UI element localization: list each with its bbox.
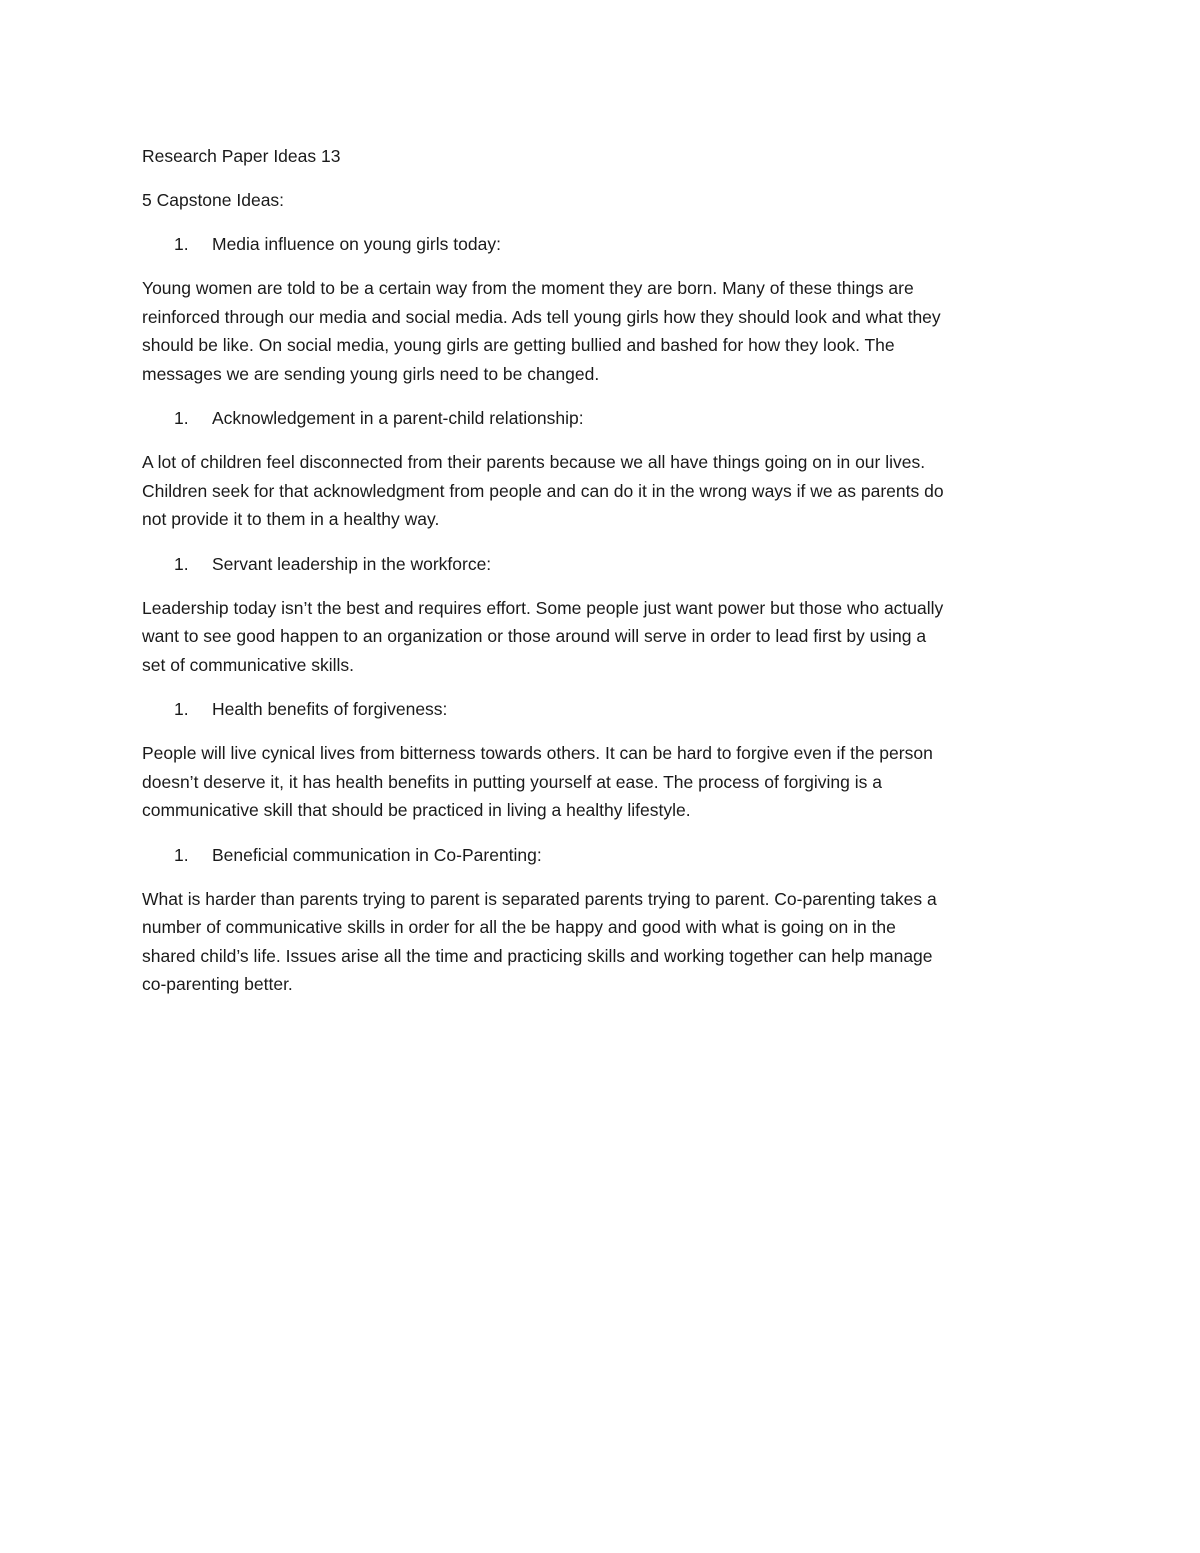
paragraph-line: Leadership today isn’t the best and requires effort. Some people just want power but those who actually: [142, 597, 944, 618]
idea-heading: [142, 695, 1062, 723]
ideas-list: [142, 230, 1062, 999]
idea-paragraph: [142, 448, 1062, 534]
idea-heading-text: Acknowledgement in a parent-child relationship:: [212, 408, 584, 428]
paragraph-line: reinforced through our media and social media. Ads tell young girls how they should look and what they: [142, 306, 941, 327]
paragraph-line: communicative skill that should be practiced in living a healthy lifestyle.: [142, 800, 691, 820]
paragraph-line: doesn’t deserve it, it has health benefits in putting yourself at ease. The process of forgiving is a: [142, 771, 882, 792]
paragraph-line: shared child’s life. Issues arise all the time and practicing skills and working together can help manage: [142, 945, 933, 966]
list-number: 1.: [174, 844, 189, 865]
idea-paragraph: [142, 885, 1062, 999]
document-title: Research Paper Ideas 13: [142, 146, 341, 166]
idea-heading-text: Media influence on young girls today:: [212, 234, 501, 254]
paragraph-line: A lot of children feel disconnected from their parents because we all have things going on in our lives.: [142, 452, 926, 472]
paragraph-line: not provide it to them in a healthy way.: [142, 509, 440, 529]
paragraph-line: want to see good happen to an organization or those around will serve in order to lead first by using a: [142, 626, 927, 646]
paragraph-line: number of communicative skills in order for all the be happy and good with what is going on in the: [142, 917, 896, 937]
idea-heading: [142, 841, 1062, 869]
list-number: 1.: [174, 234, 189, 254]
idea-paragraph: [142, 594, 1062, 680]
paragraph-line: should be like. On social media, young girls are getting bullied and bashed for how they look. The: [142, 335, 895, 355]
idea-heading-text: Health benefits of forgiveness:: [212, 699, 448, 719]
idea-paragraph: [142, 274, 1062, 388]
paragraph-line: co-parenting better.: [142, 974, 293, 994]
idea-heading-text: Servant leadership in the workforce:: [212, 553, 492, 574]
paragraph-line: Young women are told to be a certain way from the moment they are born. Many of these things are: [142, 278, 914, 298]
idea-heading: [142, 230, 1062, 258]
paragraph-line: People will live cynical lives from bitterness towards others. It can be hard to forgive even if the person: [142, 743, 933, 763]
list-number: 1.: [174, 553, 189, 574]
list-number: 1.: [174, 699, 189, 719]
idea-heading: [142, 404, 1062, 432]
idea-heading: [142, 550, 1062, 578]
paragraph-line: messages we are sending young girls need to be changed.: [142, 363, 600, 384]
list-number: 1.: [174, 408, 189, 428]
paragraph-line: Children seek for that acknowledgment from people and can do it in the wrong ways if we as parents do: [142, 480, 944, 501]
idea-paragraph: [142, 739, 1062, 825]
paragraph-line: What is harder than parents trying to parent is separated parents trying to parent. Co-parenting takes a: [142, 888, 937, 909]
idea-heading-text: Beneficial communication in Co-Parenting:: [212, 844, 542, 865]
document-subtitle: 5 Capstone Ideas:: [142, 190, 285, 210]
document-content: [142, 142, 1062, 1015]
paragraph-line: set of communicative skills.: [142, 654, 355, 675]
